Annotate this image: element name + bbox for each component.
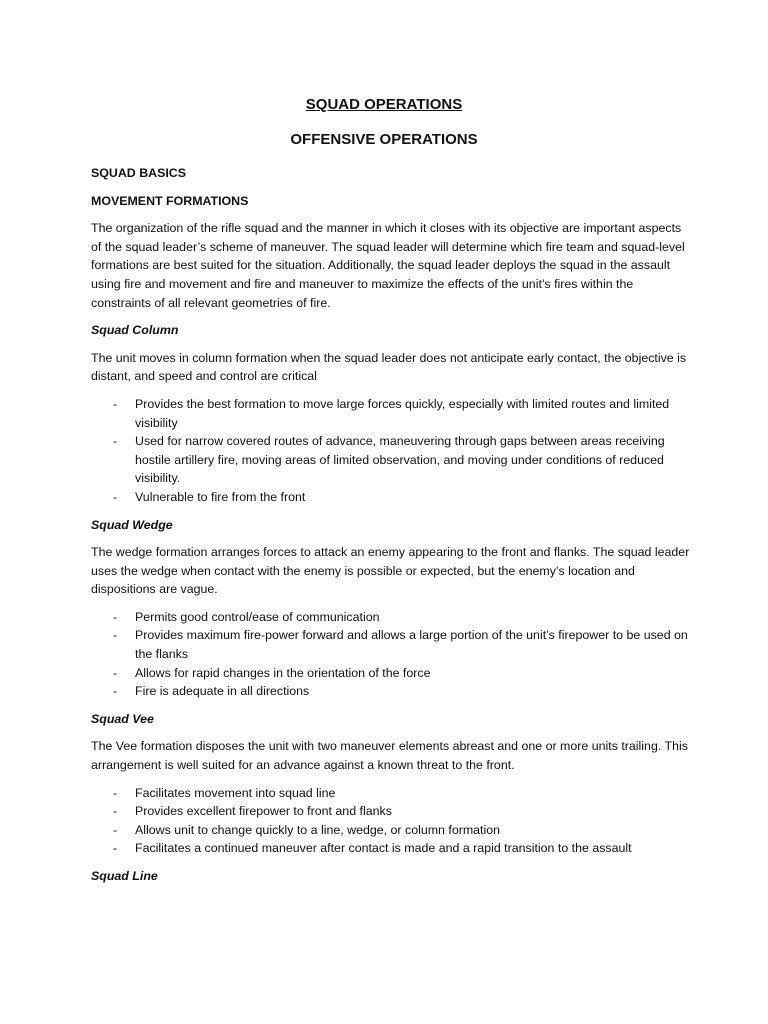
section-heading: SQUAD BASICS: [91, 166, 187, 180]
formation-bullets-vee: [91, 784, 691, 858]
formation-heading-vee: Squad Vee: [91, 711, 154, 726]
intro-paragraph: The organization of the rifle squad and the manner in which it closes with its objective are important aspects of the squad leader’s scheme of maneuver. The squad leader will determine which fire team and squad-level formations are best suited for the situation. Additionally, the squad leader deploys the squad in the assault using fire and movement and fire and maneuver to maximize the effects of the unit’s fires within the constraints of all relevant geometries of fire.: [91, 221, 685, 310]
list-item: - Provides excellent firepower to front and flanks: [135, 802, 691, 821]
list-item: - Provides the best formation to move large forces quickly, especially with limited routes and limited visibility: [135, 395, 691, 432]
list-item: - Facilitates movement into squad line: [135, 784, 691, 803]
list-item: - Allows for rapid changes in the orientation of the force: [135, 664, 691, 683]
formation-heading-line: Squad Line: [91, 869, 158, 883]
list-item: - Permits good control/ease of communication: [135, 608, 691, 627]
list-item: - Facilitates a continued maneuver after contact is made and a rapid transition to the assault: [135, 839, 691, 858]
formation-bullets-column: [91, 395, 691, 507]
formation-description-vee: The Vee formation disposes the unit with two maneuver elements abreast and one or more units trailing. This arrangement is well suited for an advance against a known threat to the front.: [91, 739, 688, 773]
list-item: - Used for narrow covered routes of advance, maneuvering through gaps between areas receiving hostile artillery fire, moving areas of limited observation, and moving under conditions of reduced visibility.: [135, 432, 691, 488]
formation-description-wedge: The wedge formation arranges forces to attack an enemy appearing to the front and flanks. The squad leader uses the wedge when contact with the enemy is possible or expected, but the enemy’s location and dispositions are vague.: [91, 545, 690, 597]
formation-description-column: The unit moves in column formation when the squad leader does not anticipate early contact, the objective is distant, and speed and control are critical: [91, 350, 687, 384]
subsection-heading: MOVEMENT FORMATIONS: [91, 193, 249, 208]
list-item: - Allows unit to change quickly to a line, wedge, or column formation: [135, 821, 691, 840]
list-item: - Provides maximum fire-power forward and allows a large portion of the unit’s firepower to be used on the flanks: [135, 626, 691, 663]
document-title: SQUAD OPERATIONS: [305, 96, 463, 113]
list-item: - Vulnerable to fire from the front: [135, 488, 691, 507]
list-item: - Fire is adequate in all directions: [135, 682, 691, 701]
document-subtitle: OFFENSIVE OPERATIONS: [290, 131, 478, 148]
formation-heading-wedge: Squad Wedge: [91, 517, 173, 532]
formation-bullets-wedge: [91, 608, 691, 701]
document-body: [91, 164, 691, 895]
formation-heading-column: Squad Column: [91, 323, 179, 338]
